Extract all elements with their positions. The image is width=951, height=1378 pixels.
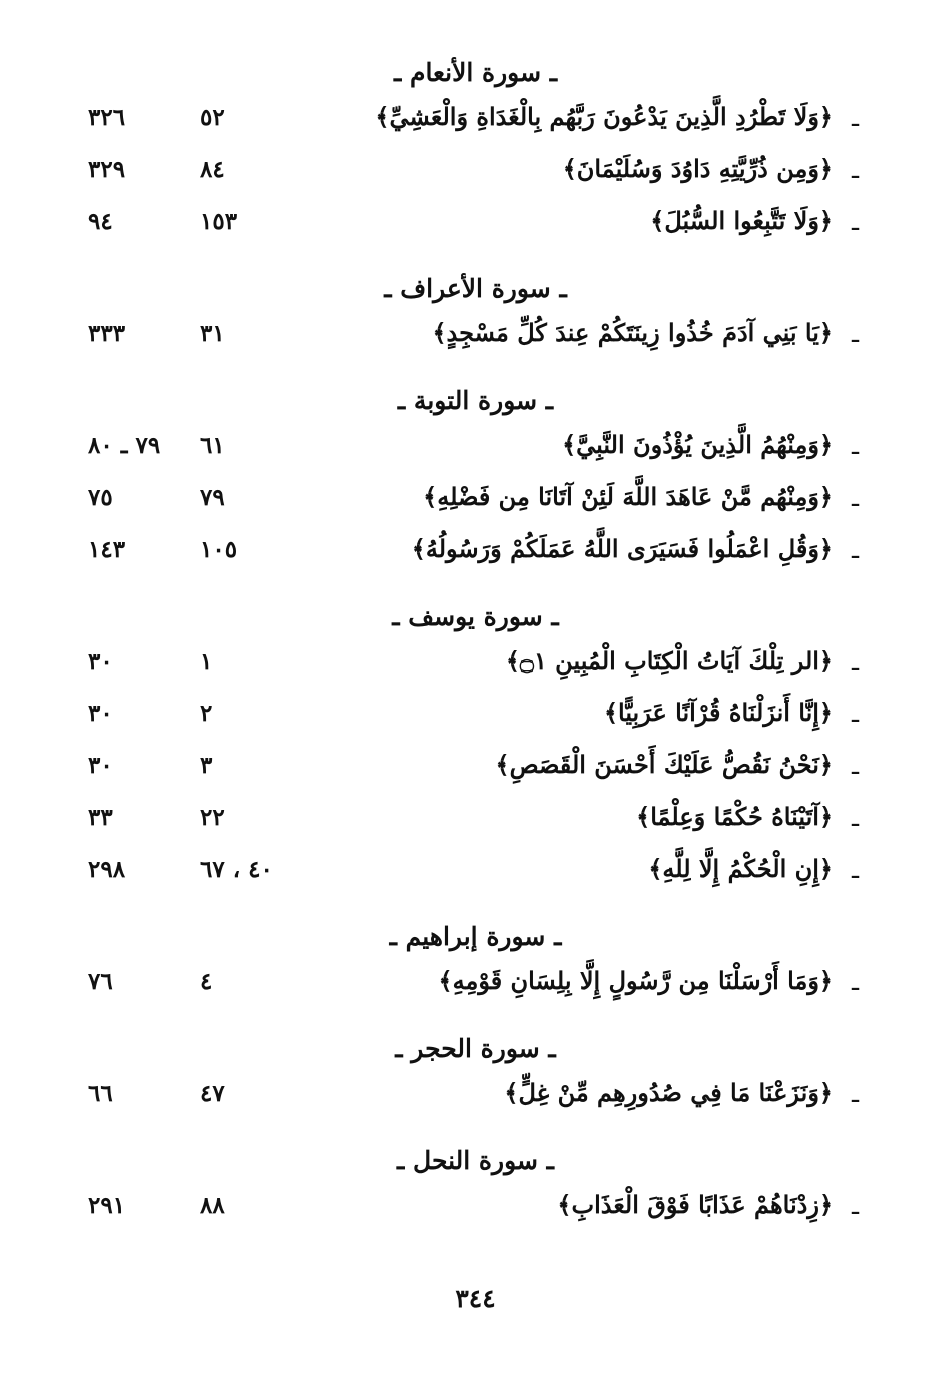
ayah-number: ٤٧ bbox=[200, 1080, 225, 1107]
verse-text: ﴿وَمِنْهُم مَّنْ عَاهَدَ اللَّهَ لَئِنْ آتَانَا مِن فَضْلِهِ﴾ bbox=[423, 482, 833, 511]
verse-text: ﴿وَقُلِ اعْمَلُوا فَسَيَرَى اللَّهُ عَمَلَكُمْ وَرَسُولُهُ﴾ bbox=[411, 534, 833, 563]
row-dash: ـ bbox=[851, 156, 859, 184]
row-dash: ـ bbox=[851, 1192, 859, 1220]
row-dash: ـ bbox=[851, 804, 859, 832]
row-dash: ـ bbox=[851, 484, 859, 512]
index-row bbox=[0, 198, 951, 250]
page-number: ٣٤٤ bbox=[455, 1284, 496, 1313]
verse-text: ﴿إِنَّا أَنزَلْنَاهُ قُرْآنًا عَرَبِيًّا﴾ bbox=[603, 698, 833, 727]
ayah-number: ٥٢ bbox=[200, 104, 225, 131]
index-row bbox=[0, 742, 951, 794]
page-reference: ٧٥ bbox=[88, 484, 113, 511]
row-dash: ـ bbox=[851, 856, 859, 884]
ayah-number: ٢ bbox=[200, 700, 213, 727]
verse-text: ﴿زِدْنَاهُمْ عَذَابًا فَوْقَ الْعَذَابِ﴾ bbox=[557, 1190, 833, 1219]
row-dash: ـ bbox=[851, 968, 859, 996]
index-row bbox=[0, 526, 951, 578]
verse-text: ﴿إِنِ الْحُكْمُ إِلَّا لِلَّهِ﴾ bbox=[648, 854, 833, 883]
verse-text: ﴿نَحْنُ نَقُصُّ عَلَيْكَ أَحْسَنَ الْقَصَصِ﴾ bbox=[495, 750, 833, 779]
ayah-number: ٨٤ bbox=[200, 156, 225, 183]
ayah-number: ١ bbox=[200, 648, 213, 675]
verse-text: ﴿آتَيْنَاهُ حُكْمًا وَعِلْمًا﴾ bbox=[636, 802, 833, 831]
verse-text: ﴿يَا بَنِي آدَمَ خُذُوا زِينَتَكُمْ عِندَ كُلِّ مَسْجِدٍ﴾ bbox=[432, 318, 833, 347]
page-reference: ٧٩ ـ ٨٠ bbox=[88, 432, 161, 459]
index-row bbox=[0, 958, 951, 1010]
ayah-number: ١٠٥ bbox=[200, 536, 238, 563]
verse-text: ﴿وَلَا تَطْرُدِ الَّذِينَ يَدْعُونَ رَبَّهُم بِالْغَدَاةِ وَالْعَشِيِّ﴾ bbox=[375, 102, 833, 131]
surah-heading: ـ سورة الأنعام ـ bbox=[393, 57, 558, 87]
page-reference: ٢٩١ bbox=[88, 1192, 126, 1219]
index-row bbox=[0, 474, 951, 526]
verse-text: ﴿وَمِن ذُرِّيَّتِهِ دَاوُدَ وَسُلَيْمَانَ﴾ bbox=[562, 154, 833, 183]
surah-heading: ـ سورة الحجر ـ bbox=[395, 1033, 556, 1063]
page-reference: ٢٩٨ bbox=[88, 856, 126, 883]
ayah-number: ٣١ bbox=[200, 320, 225, 347]
index-row bbox=[0, 146, 951, 198]
row-dash: ـ bbox=[851, 208, 859, 236]
page-reference: ٣٢٦ bbox=[88, 104, 126, 131]
ayah-number: ٨٨ bbox=[200, 1192, 225, 1219]
surah-heading: ـ سورة النحل ـ bbox=[397, 1145, 554, 1175]
row-dash: ـ bbox=[851, 752, 859, 780]
row-dash: ـ bbox=[851, 536, 859, 564]
index-row bbox=[0, 846, 951, 898]
verse-text: ﴿الر تِلْكَ آيَاتُ الْكِتَابِ الْمُبِينِ ۝١﴾ bbox=[505, 646, 833, 675]
ayah-number: ٦١ bbox=[200, 432, 225, 459]
ayah-number: ٧٩ bbox=[200, 484, 225, 511]
surah-heading: ـ سورة إبراهيم ـ bbox=[389, 921, 562, 951]
index-row bbox=[0, 1182, 951, 1234]
index-row bbox=[0, 1070, 951, 1122]
index-row bbox=[0, 310, 951, 362]
row-dash: ـ bbox=[851, 320, 859, 348]
ayah-number: ١٥٣ bbox=[200, 208, 238, 235]
page-reference: ٣٠ bbox=[88, 648, 113, 675]
ayah-number: ٤٠ ، ٦٧ bbox=[200, 856, 273, 883]
page-reference: ٣٠ bbox=[88, 752, 113, 779]
index-row bbox=[0, 422, 951, 474]
page-reference: ٣٣ bbox=[88, 804, 113, 831]
surah-heading: ـ سورة التوبة ـ bbox=[397, 385, 554, 415]
verse-text: ﴿وَمَا أَرْسَلْنَا مِن رَّسُولٍ إِلَّا بِلِسَانِ قَوْمِهِ﴾ bbox=[438, 966, 833, 995]
surah-heading: ـ سورة يوسف ـ bbox=[392, 601, 559, 631]
row-dash: ـ bbox=[851, 1080, 859, 1108]
page-reference: ٦٦ bbox=[88, 1080, 113, 1107]
verse-text: ﴿وَلَا تَتَّبِعُوا السُّبُلَ﴾ bbox=[650, 206, 833, 235]
ayah-number: ٣ bbox=[200, 752, 213, 779]
row-dash: ـ bbox=[851, 104, 859, 132]
page-reference: ٣٢٩ bbox=[88, 156, 126, 183]
row-dash: ـ bbox=[851, 432, 859, 460]
row-dash: ـ bbox=[851, 700, 859, 728]
page-reference: ٩٤ bbox=[88, 208, 113, 235]
index-row bbox=[0, 94, 951, 146]
ayah-number: ٢٢ bbox=[200, 804, 225, 831]
index-row bbox=[0, 690, 951, 742]
row-dash: ـ bbox=[851, 648, 859, 676]
surah-heading: ـ سورة الأعراف ـ bbox=[384, 273, 567, 303]
page-reference: ٣٣٣ bbox=[88, 320, 126, 347]
index-row bbox=[0, 794, 951, 846]
verse-text: ﴿وَمِنْهُمُ الَّذِينَ يُؤْذُونَ النَّبِيَّ﴾ bbox=[562, 430, 833, 459]
page-reference: ٧٦ bbox=[88, 968, 113, 995]
page-reference: ١٤٣ bbox=[88, 536, 126, 563]
verse-index bbox=[0, 50, 951, 1234]
page-reference: ٣٠ bbox=[88, 700, 113, 727]
verse-text: ﴿وَنَزَعْنَا مَا فِي صُدُورِهِم مِّنْ غِلٍّ﴾ bbox=[504, 1078, 833, 1107]
ayah-number: ٤ bbox=[200, 968, 213, 995]
index-row bbox=[0, 638, 951, 690]
